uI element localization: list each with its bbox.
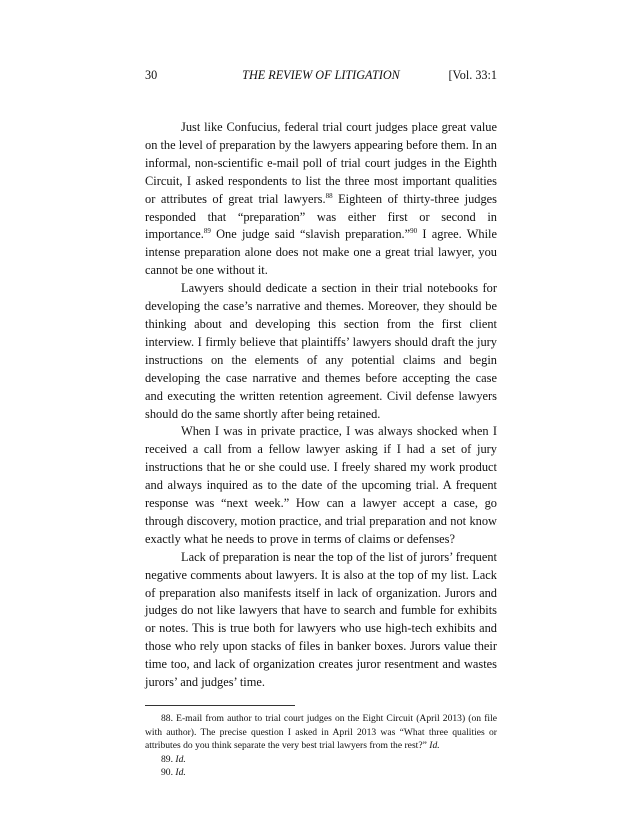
paragraph-1: [145, 119, 497, 280]
body-text: [145, 119, 497, 692]
footnote-89-number: 89.: [161, 753, 176, 765]
running-header: [145, 68, 497, 90]
paragraph-1-sentence-2: Eighteen of thirty-three judges responded that “preparation” was either first or second in importance.: [145, 191, 497, 242]
page-number: 30: [145, 68, 158, 82]
footnote-ref-90[interactable]: 90: [410, 227, 418, 236]
footnote-89: [145, 753, 497, 767]
footnote-88: [145, 712, 497, 753]
paragraph-3: When I was in private practice, I was always shocked when I received a call from a fellow lawyer asking if I had a set of jury instructions that he or she could use. I freely shared my work product and always inquired as to the date of the upcoming trial. A frequent response was “next week.” How can a lawyer accept a case, go through discovery, motion practice, and trial preparation and not know exactly what he needs to prove in terms of claims or defenses?: [145, 424, 497, 546]
document-page: [145, 68, 497, 780]
footnote-ref-88[interactable]: 88: [325, 191, 333, 200]
volume-label: [Vol. 33:1: [448, 68, 497, 82]
paragraph-4: Lack of preparation is near the top of the list of jurors’ frequent negative comments about lawyers. It is also at the top of my list. Lack of preparation also manifests itself in lack of organization. Jurors and judges do not like lawyers that have to search and fumble for exhibits or notes. This is true both for lawyers who use high-tech exhibits and those who rely upon stacks of files in banker boxes. Jurors value their time too, and lack of organization creates juror resentment and wastes jurors’ and judges’ time.: [145, 549, 497, 690]
footnote-90-id: Id.: [175, 767, 186, 779]
footnote-89-id: Id.: [175, 753, 186, 765]
paragraph-2: Lawyers should dedicate a section in their trial notebooks for developing the case’s narrative and themes. Moreover, they should be thinking about and developing this section from the first client interview. I firmly believe that plaintiffs’ lawyers should draft the jury instructions on the elements of any potential claims and begin developing the case narrative and themes before accepting the case and executing the written retention agreement. Civil defense lawyers should do the same shortly after being retained.: [145, 281, 497, 421]
paragraph-1-sentence-3: One judge said “slavish preparation.”: [210, 227, 411, 242]
footnote-ref-89[interactable]: 89: [203, 227, 211, 236]
footnote-divider: [145, 705, 295, 706]
footnote-88-id: Id.: [429, 740, 440, 752]
footnotes: [145, 712, 497, 780]
footnote-88-text: 88. E-mail from author to trial court judges on the Eight Circuit (April 2013) (on file with author). The precise question I asked in April 2013 was “What three qualities or attributes do you think separate the very best trial lawyers from the rest?”: [145, 713, 497, 752]
footnote-90: [145, 766, 497, 780]
journal-title: THE REVIEW OF LITIGATION: [242, 68, 400, 82]
paragraph-1-sentence-4: I agree. While intense preparation alone does not make one a great trial lawyer, you cannot be one without it.: [145, 227, 497, 278]
footnote-90-number: 90.: [161, 767, 176, 779]
paragraph-1-sentence-1: Just like Confucius, federal trial court judges place great value on the level of preparation by the lawyers appearing before them. In an informal, non-scientific e-mail poll of trial court judges in the Eighth Circuit, I asked respondents to list the three most important qualities or attributes of great trial lawyers.: [145, 120, 497, 206]
